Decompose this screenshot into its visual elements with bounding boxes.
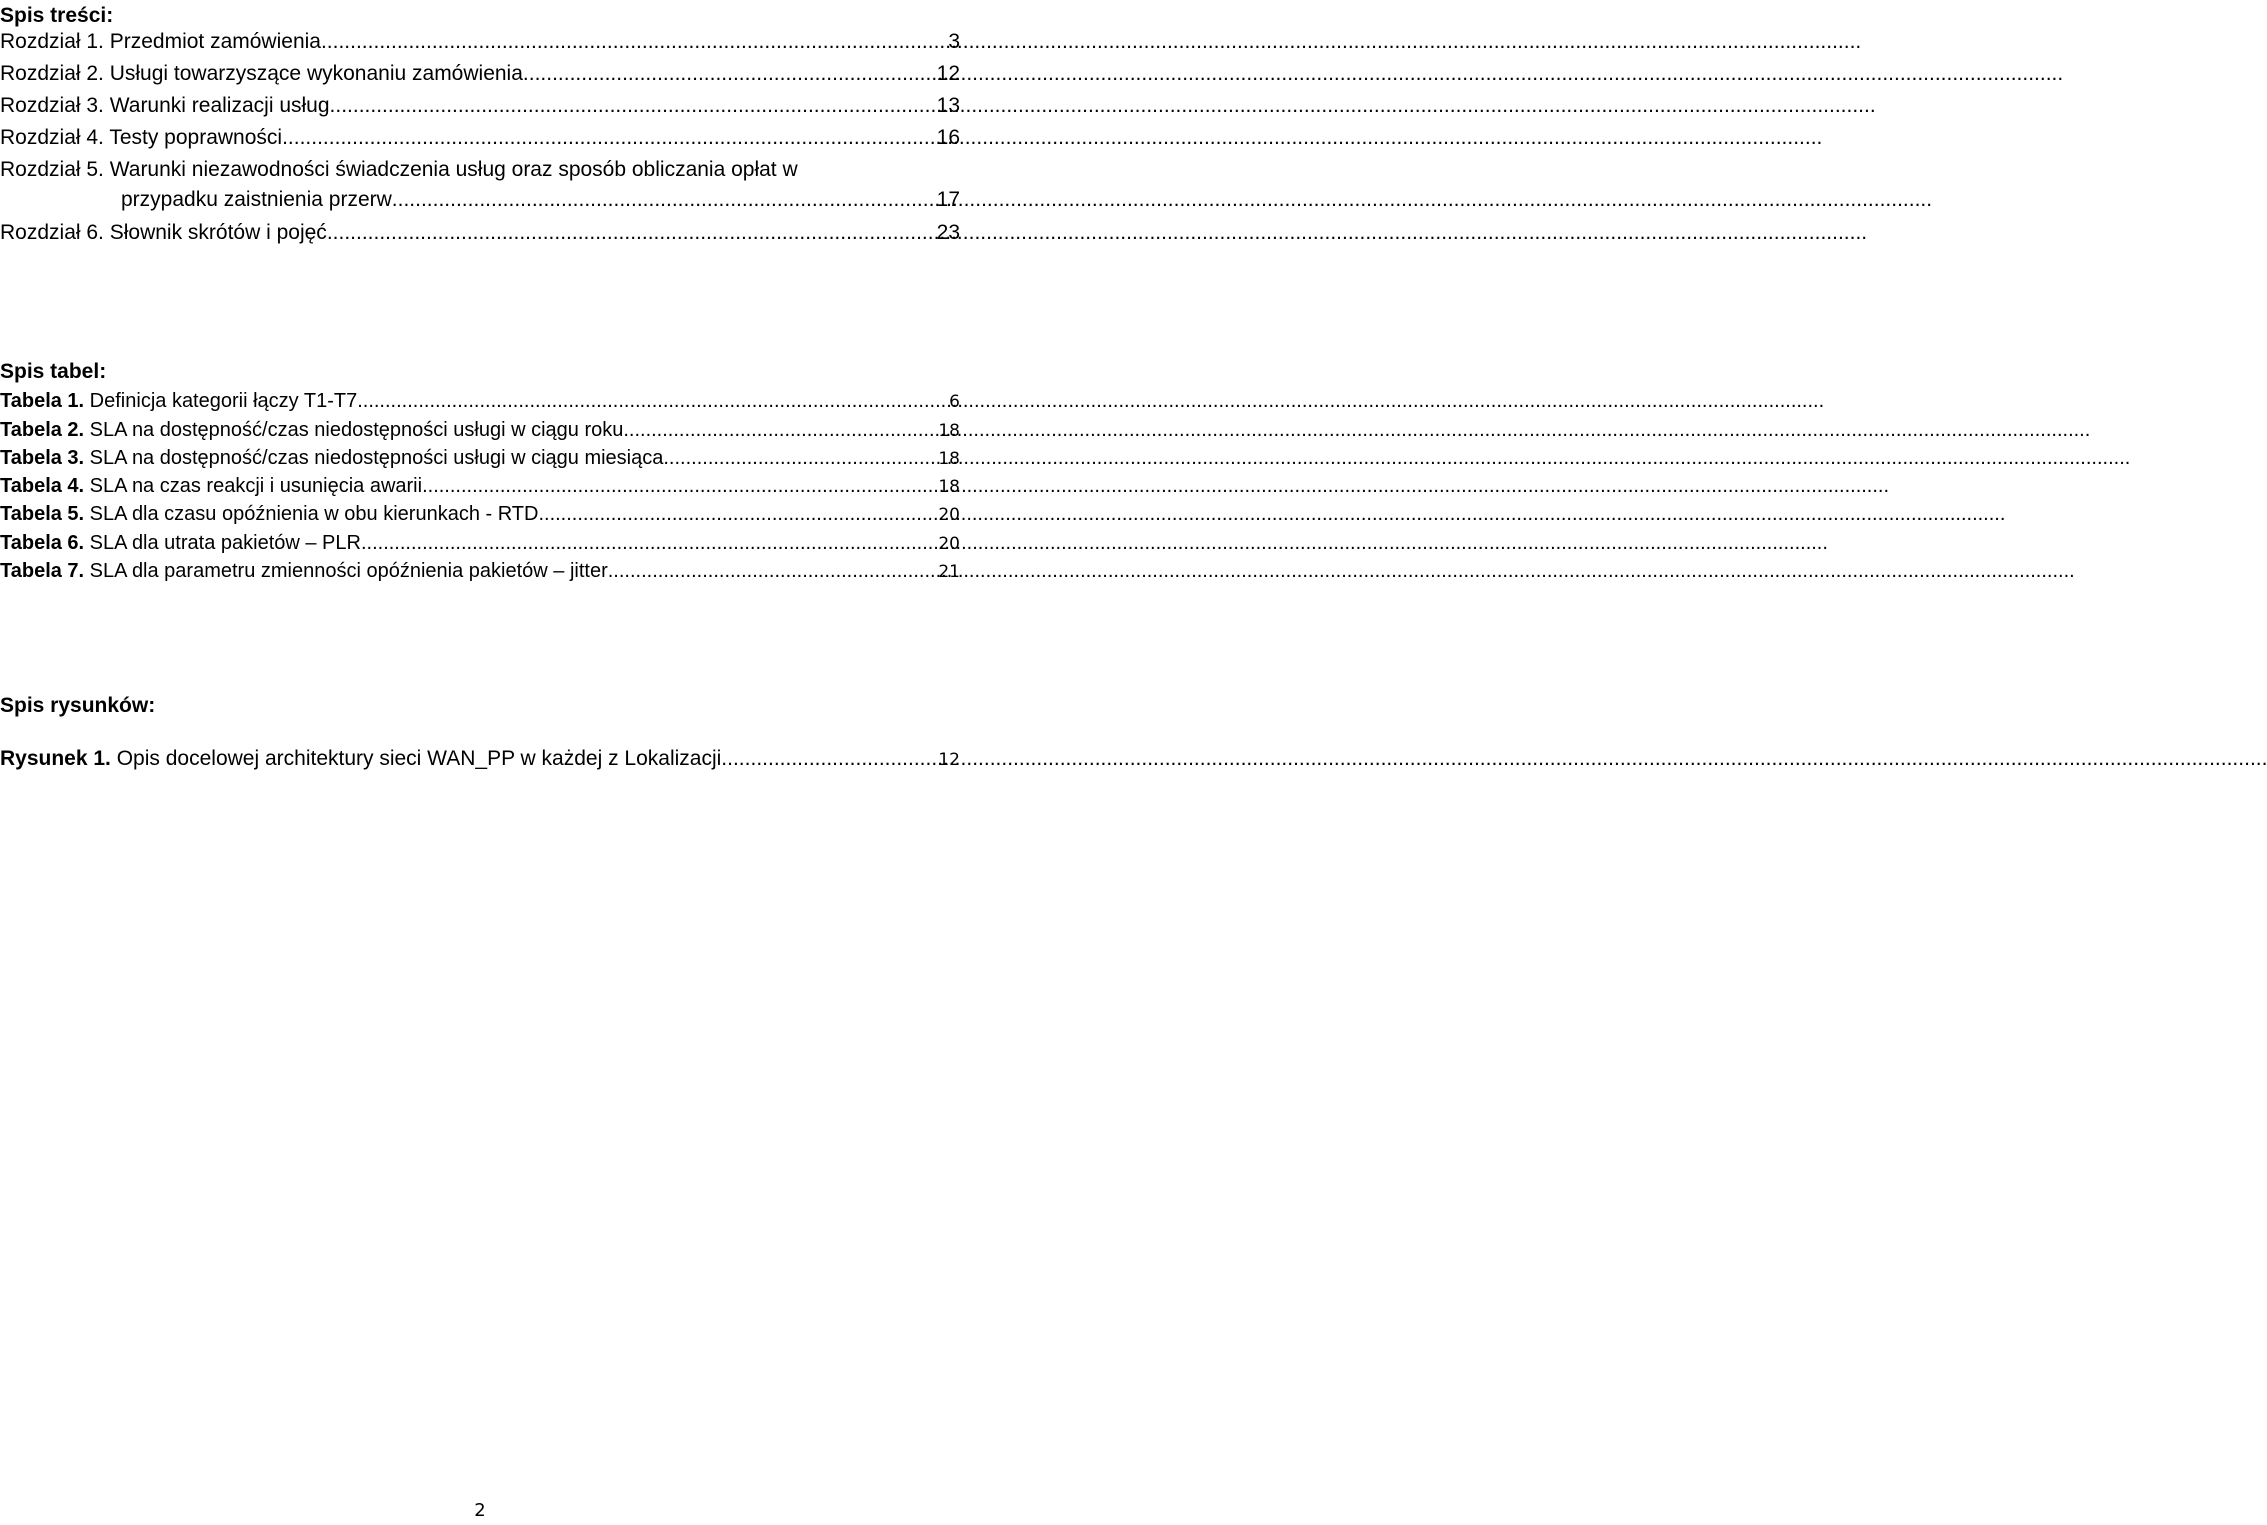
table-entry-1[interactable] (0, 389, 960, 414)
toc-entry-page: 16 (936, 126, 960, 149)
table-entry-page: 21 (938, 562, 960, 582)
toc-entry-label: Rozdział 1. Przedmiot zamówienia (0, 30, 321, 53)
toc-entry-2[interactable] (0, 62, 960, 86)
toc-entry-5-continuation[interactable] (121, 188, 960, 212)
dot-leader (608, 559, 937, 583)
toc-entry-3[interactable] (0, 94, 960, 118)
table-entry-title: Definicja kategorii łączy T1-T7 (84, 390, 358, 412)
table-entry-title: SLA na dostępność/czas niedostępności usługi w ciągu miesiąca (84, 447, 664, 469)
table-entry-label-group (0, 531, 361, 555)
dot-leader (361, 531, 936, 555)
table-entry-number: Tabela 6. (0, 532, 85, 554)
toc-entry-page: 17 (936, 188, 960, 211)
dot-leader (392, 188, 935, 212)
toc-entry-label: Rozdział 6. Słownik skrótów i pojęć (0, 221, 327, 244)
table-entry-3[interactable] (0, 446, 960, 471)
table-entry-page: 18 (938, 449, 960, 469)
table-entry-label-group (0, 474, 422, 498)
figure-entry-label-group (0, 747, 727, 771)
toc-entry-label: Rozdział 3. Warunki realizacji usług. (0, 94, 336, 117)
dot-leader (727, 747, 936, 771)
table-entry-4[interactable] (0, 474, 960, 499)
toc-entry-label: przypadku zaistnienia przerw (121, 188, 392, 211)
table-entry-2[interactable] (0, 418, 960, 443)
toc-entry-page: 12 (936, 62, 960, 85)
dot-leader (357, 389, 947, 413)
table-entry-label-group (0, 446, 663, 470)
table-entry-7[interactable] (0, 559, 960, 584)
toc-entry-label: Rozdział 2. Usługi towarzyszące wykonaniu zamówienia (0, 62, 523, 85)
table-entry-title: SLA dla parametru zmienności opóźnienia pakietów – jitter (84, 560, 608, 582)
toc-entry-1[interactable] (0, 30, 960, 54)
table-entry-label-group (0, 559, 608, 583)
dot-leader (321, 30, 946, 54)
figure-entry-number: Rysunek 1. (0, 747, 111, 770)
table-entry-6[interactable] (0, 531, 960, 556)
figure-entry-page: 12 (938, 750, 960, 770)
toc-entry-6[interactable] (0, 221, 960, 245)
toc-entry-5[interactable] (0, 158, 960, 182)
table-entry-page: 20 (938, 534, 960, 554)
figure-entry-1[interactable] (0, 747, 960, 772)
toc-entry-label: Rozdział 4. Testy poprawności (0, 126, 283, 149)
table-entry-title: SLA na dostępność/czas niedostępności usługi w ciągu roku (84, 419, 624, 441)
table-entry-label-group (0, 502, 538, 526)
table-entry-number: Tabela 4. (0, 475, 85, 497)
table-entry-page: 20 (938, 505, 960, 525)
table-entry-number: Tabela 7. (0, 560, 85, 582)
table-entry-number: Tabela 3. (0, 447, 85, 469)
toc-entry-page: 23 (936, 221, 960, 244)
table-entry-number: Tabela 2. (0, 419, 85, 441)
table-entry-5[interactable] (0, 502, 960, 527)
dot-leader (623, 418, 936, 442)
table-entry-label-group (0, 389, 357, 413)
dot-leader (523, 62, 935, 86)
toc-entry-page: 13 (936, 94, 960, 117)
page-number: 2 (474, 1500, 486, 1521)
tables-heading: Spis tabel: (0, 360, 107, 383)
table-entry-title: SLA dla utrata pakietów – PLR (84, 532, 361, 554)
toc-entry-label: Rozdział 5. Warunki niezawodności świadczenia usług oraz sposób obliczania opłat w (0, 158, 798, 181)
table-entry-page: 6 (949, 392, 960, 412)
table-entry-label-group (0, 418, 623, 442)
dot-leader (663, 446, 936, 470)
table-entry-number: Tabela 1. (0, 390, 85, 412)
table-entry-title: SLA dla czasu opóźnienia w obu kierunkach - RTD (84, 503, 539, 525)
dot-leader (538, 502, 936, 526)
toc-heading: Spis treści: (0, 4, 114, 27)
figures-heading: Spis rysunków: (0, 694, 156, 717)
table-entry-title: SLA na czas reakcji i usunięcia awarii (84, 475, 423, 497)
table-entry-page: 18 (938, 421, 960, 441)
toc-entry-page: 3 (948, 30, 960, 53)
table-entry-page: 18 (938, 477, 960, 497)
dot-leader (422, 474, 936, 498)
figure-entry-title: Opis docelowej architektury sieci WAN_PP w każdej z Lokalizacji. (110, 747, 728, 770)
dot-leader (335, 94, 934, 118)
toc-entry-4[interactable] (0, 126, 960, 150)
table-entry-number: Tabela 5. (0, 503, 85, 525)
dot-leader (282, 126, 935, 150)
dot-leader (327, 221, 935, 245)
